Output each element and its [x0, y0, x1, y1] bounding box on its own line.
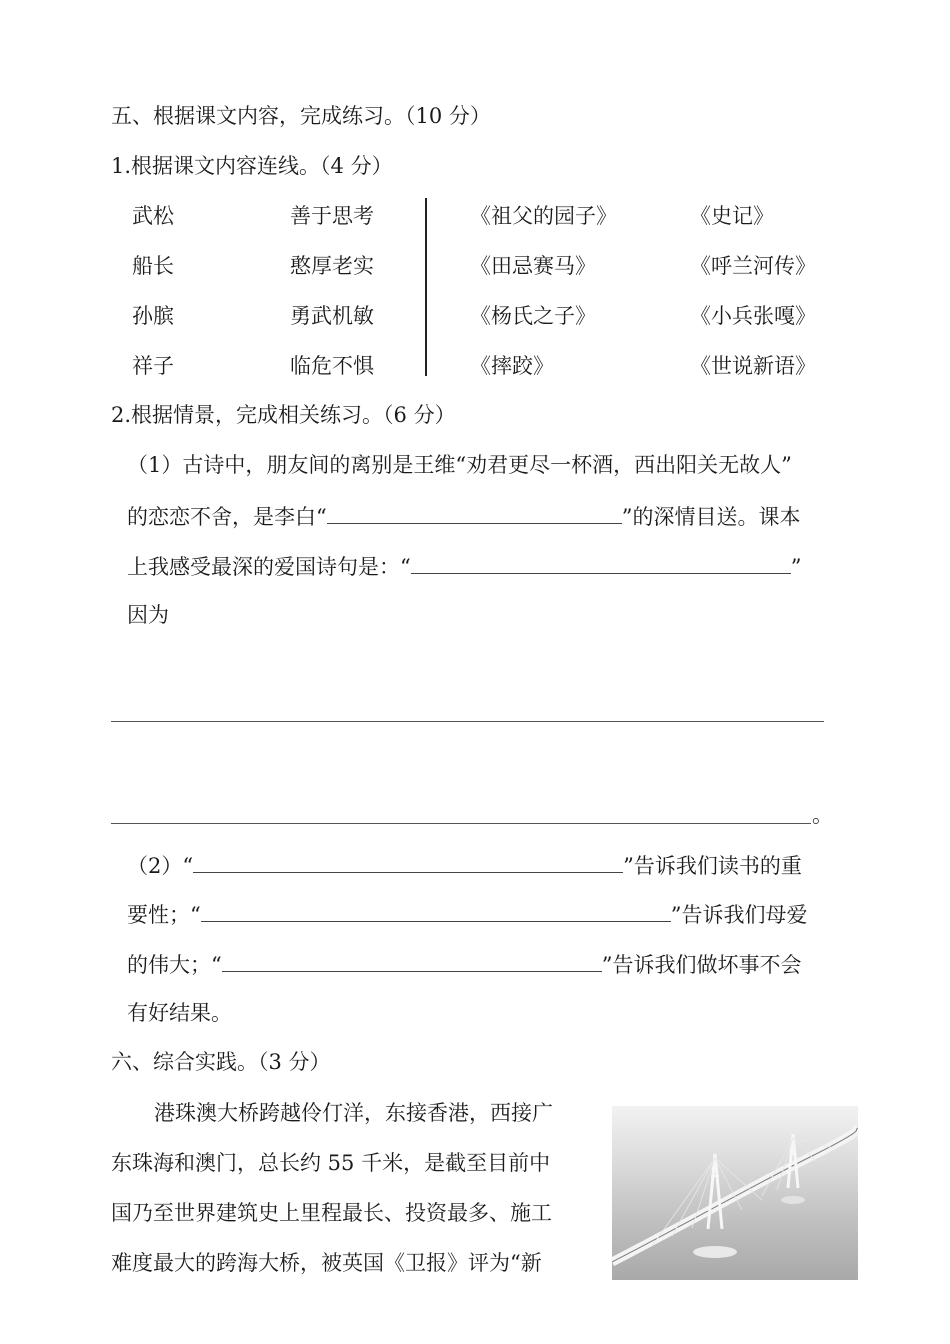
answer-line-reason-2[interactable]: [111, 823, 811, 824]
section6-para-line1: 港珠澳大桥跨越伶仃洋，东接香港，西接广: [154, 1101, 553, 1125]
left-name-3: 孙膑: [132, 304, 174, 328]
q2-1-end-period: 。: [812, 803, 833, 827]
right-source-4: 《世说新语》: [690, 354, 816, 378]
q2-1-line2-suffix: ”的深情目送。课本: [621, 505, 801, 529]
q2-2-line3-prefix: 的伟大；“: [127, 953, 222, 977]
q2-2-line1-suffix: ”告诉我们读书的重: [623, 854, 802, 878]
q2-2-line3-suffix: ”告诉我们做坏事不会: [601, 953, 802, 977]
right-source-2: 《呼兰河传》: [690, 254, 816, 278]
q2-2-line2-prefix: 要性；“: [127, 903, 201, 927]
q2-1-line4: 因为: [127, 603, 169, 627]
left-name-4: 祥子: [132, 354, 174, 378]
right-text-3: 《杨氏之子》: [470, 304, 596, 328]
q2-2-line4: 有好结果。: [127, 1001, 232, 1025]
section6-para-line4: 难度最大的跨海大桥，被英国《卫报》评为“新: [111, 1251, 542, 1275]
bridge-photo: [612, 1106, 858, 1280]
q2-2-line1-prefix: （2）“: [127, 854, 194, 878]
right-text-1: 《祖父的园子》: [470, 204, 617, 228]
left-name-1: 武松: [132, 204, 174, 228]
answer-blank-libai[interactable]: [327, 505, 622, 524]
answer-blank-mother-love[interactable]: [201, 903, 671, 922]
section6-para-line2: 东珠海和澳门，总长约 55 千米，是截至目前中: [111, 1151, 551, 1175]
answer-line-reason-1[interactable]: [111, 721, 824, 722]
right-text-2: 《田忌赛马》: [470, 254, 596, 278]
answer-blank-patriotic-poem[interactable]: [411, 555, 791, 574]
left-trait-1: 善于思考: [290, 204, 374, 228]
matching-divider: [425, 198, 427, 376]
right-source-3: 《小兵张嘎》: [690, 304, 816, 328]
section6-title: 六、综合实践。（3 分）: [111, 1050, 331, 1074]
section6-para-line3: 国乃至世界建筑史上里程最长、投资最多、施工: [111, 1201, 552, 1225]
q2-2-line2: [127, 903, 808, 926]
q2-1-line3-suffix: ”: [790, 555, 802, 579]
left-trait-4: 临危不惧: [290, 354, 374, 378]
q2-1-line2: [127, 505, 801, 528]
answer-blank-reading[interactable]: [193, 854, 623, 873]
q2-2-line1: [127, 854, 802, 877]
q1-title: 1.根据课文内容连线。（4 分）: [111, 154, 393, 178]
q2-1-line2-prefix: 的恋恋不舍，是李白“: [127, 505, 327, 529]
left-name-2: 船长: [132, 254, 174, 278]
q2-1-line3-prefix: 上我感受最深的爱国诗句是：“: [127, 555, 411, 579]
q2-1-line1: （1）古诗中，朋友间的离别是王维“劝君更尽一杯酒，西出阳关无故人”: [127, 453, 792, 477]
q2-2-line2-suffix: ”告诉我们母爱: [670, 903, 808, 927]
right-text-4: 《摔跤》: [470, 354, 554, 378]
left-trait-3: 勇武机敏: [290, 304, 374, 328]
answer-blank-bad-deeds[interactable]: [222, 953, 602, 972]
left-trait-2: 憨厚老实: [290, 254, 374, 278]
q2-1-line3: [127, 555, 802, 578]
q2-2-line3: [127, 953, 802, 976]
q2-title: 2.根据情景，完成相关练习。（6 分）: [111, 403, 456, 427]
right-source-1: 《史记》: [690, 204, 774, 228]
section5-title: 五、根据课文内容，完成练习。（10 分）: [111, 104, 491, 128]
